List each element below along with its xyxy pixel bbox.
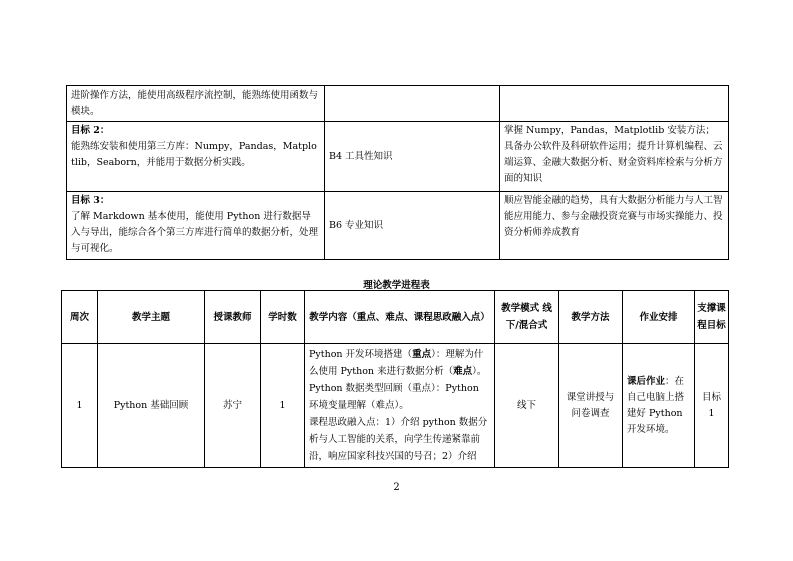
knowledge-cell [325,192,500,260]
content-text-d: 课程思政融入点：1）介绍 python 数据分析与人工智能的关系，向学生传递紧靠前沿，响应国家科技兴国的号召；2）介绍 [309,417,488,462]
content-key-point: 重点 [412,349,432,360]
content-text-b: ）：理解为什么使用 Python 来进行数据分析（ [309,349,484,377]
header-homework: 作业安排 [623,291,695,344]
mode-cell: 线下 [495,344,559,468]
goal-cell [67,86,325,122]
support-cell [500,86,729,122]
table-row [67,192,729,260]
goal-cell: 目标 1 [695,344,729,468]
table-row [67,122,729,192]
schedule-title: 理论教学进程表 [363,280,430,291]
content-text-a: Python 开发环境搭建（ [309,349,413,360]
goal-label: 目标 3： [71,195,110,206]
objectives-table [66,85,729,260]
topic-cell: Python 基础回顾 [98,344,205,468]
knowledge-text: B6 专业知识 [329,219,384,231]
content-difficult-point: 难点 [453,366,473,377]
goal-text: 了解 Markdown 基本使用，能使用 Python 进行数据导入与导出，能综合各个第三方库进行简单的数据分析，处理与可视化。 [71,211,319,254]
table-row [62,344,729,468]
teacher-cell: 苏宁 [205,344,261,468]
knowledge-text: B4 工具性知识 [329,150,393,162]
header-content: 教学内容（重点、难点、课程思政融入点） [305,291,495,344]
header-hours: 学时数 [261,291,305,344]
header-mode: 教学模式 线下/混合式 [495,291,559,344]
knowledge-cell [325,86,500,122]
goal-label: 目标 2： [71,125,110,136]
knowledge-cell [325,122,500,192]
page-number: 2 [393,482,400,493]
homework-label: 课后作业 [627,375,666,387]
goal-text: 能熟练安装和使用第三方库：Numpy，Pandas，Matplotlib，Seaborn，并能用于数据分析实践。 [71,141,317,168]
method-cell: 课堂讲授与问卷调查 [559,344,623,468]
goal-cell [67,192,325,260]
support-cell: 掌握 Numpy，Pandas，Matplotlib 安装方法；具备办公软件及科研软件运用；提升计算机编程、云端运算、金融大数据分析、财金资料库检索与分析方面的知识 [500,122,729,192]
content-cell [305,344,495,468]
header-method: 教学方法 [559,291,623,344]
header-goal: 支撑课程目标 [695,291,729,344]
header-week: 周次 [62,291,98,344]
header-row [62,291,729,344]
goal-cell [67,122,325,192]
header-topic: 教学主题 [98,291,205,344]
content-text-c: ）。Python 数据类型回顾（重点）：Python 环境变量理解（难点）。 [309,366,487,411]
hours-cell: 1 [261,344,305,468]
support-cell: 顺应智能金融的趋势，具有大数据分析能力与人工智能应用能力、参与金融投资竞赛与市场实操能力、投资分析师养成教育 [500,192,729,260]
week-cell: 1 [62,344,98,468]
schedule-table [61,290,729,468]
table-row [67,86,729,122]
homework-text: ：在自己电脑上搭建好 Python 开发环境。 [627,375,685,435]
homework-cell [623,344,695,468]
header-teacher: 授课教师 [205,291,261,344]
goal-text: 进阶操作方法，能使用高级程序流控制，能熟练使用函数与模块。 [71,90,319,117]
